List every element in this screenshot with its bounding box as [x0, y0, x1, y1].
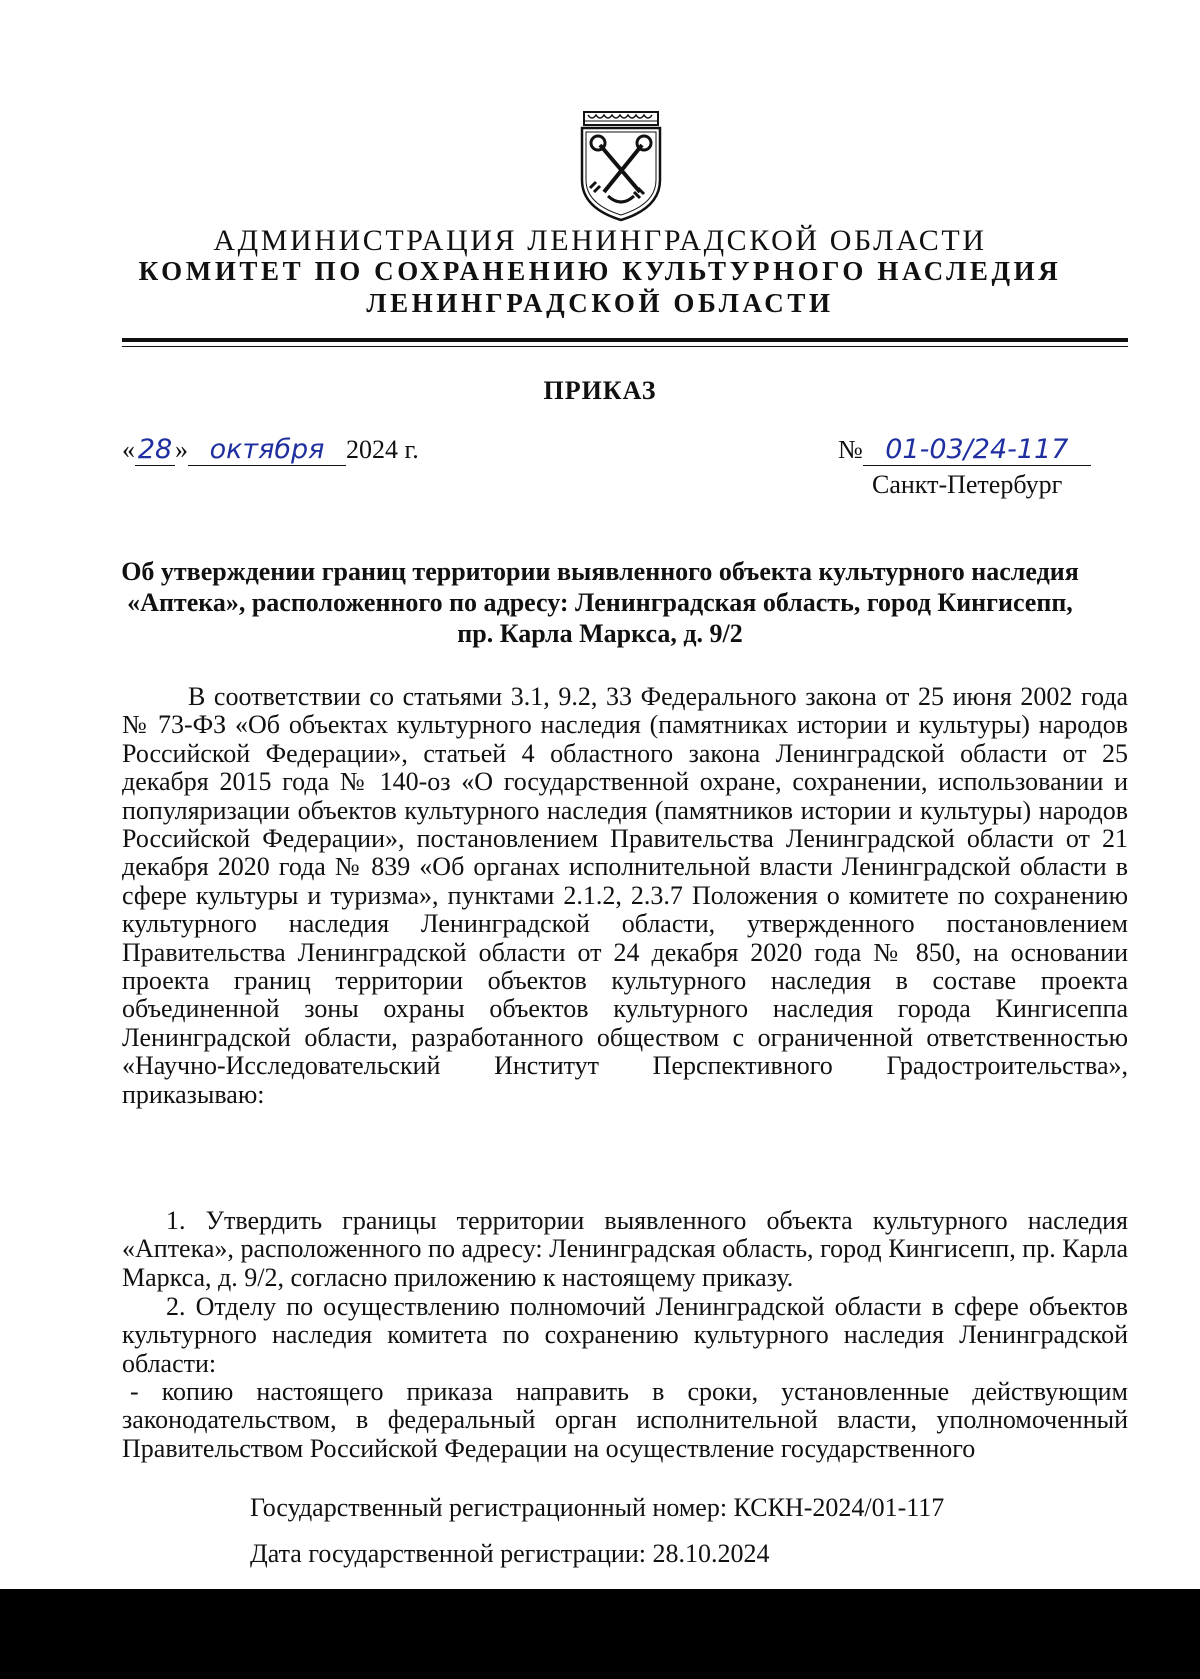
date-day: 28 [135, 434, 175, 466]
committee-heading-line1: КОМИТЕТ ПО СОХРАНЕНИЮ КУЛЬТУРНОГО НАСЛЕДИЯ [138, 256, 1062, 286]
scan-edge-bar [0, 1589, 1200, 1679]
registration-number: Государственный регистрационный номер: КСКН-2024/01-117 [250, 1493, 945, 1522]
committee-heading-line2: ЛЕНИНГРАДСКОЙ ОБЛАСТИ [366, 288, 834, 318]
document-title: Об утверждении границ территории выявленного объекта культурного наследия «Аптека», расположенного по адресу: Ленинградская область, город Кингисепп, пр. Карла Маркса, д. 9/2 [121, 557, 1079, 648]
date-open-quote: « [122, 435, 135, 464]
administration-heading: АДМИНИСТРАЦИЯ ЛЕНИНГРАДСКОЙ ОБЛАСТИ [213, 224, 987, 257]
date-line [122, 434, 419, 466]
date-month: октября [188, 434, 346, 466]
number-sign: № [838, 435, 863, 464]
document-number-line [838, 434, 1091, 466]
date-close-quote: » [175, 435, 188, 464]
header-divider-thick [122, 338, 1128, 342]
document-number: 01-03/24-117 [863, 434, 1091, 466]
document-place: Санкт-Петербург [872, 470, 1063, 499]
header-divider-thin [122, 346, 1128, 347]
order-item-1: 1. Утвердить границы территории выявленного объекта культурного наследия «Аптека», расположенного по адресу: Ленинградская область, город Кингисепп, пр. Карла Маркса, д. 9/2, согласно приложению к настоящему приказу. [122, 1206, 1128, 1292]
coat-of-arms-icon [578, 110, 664, 222]
document-type: ПРИКАЗ [543, 376, 657, 405]
registration-date: Дата государственной регистрации: 28.10.2024 [250, 1539, 770, 1568]
order-item-2-subitem: - копию настоящего приказа направить в сроки, установленные действующим законодательством, в федеральный орган исполнительной власти, уполномоченный Правительством Российской Федерации на осуществление государственного [122, 1377, 1128, 1463]
order-item-2: 2. Отделу по осуществлению полномочий Ленинградской области в сфере объектов культурного наследия комитета по сохранению культурного наследия Ленинградской области: [122, 1292, 1128, 1378]
date-year: 2024 г. [346, 435, 419, 464]
preamble-paragraph: В соответствии со статьями 3.1, 9.2, 33 Федерального закона от 25 июня 2002 года № 73-ФЗ «Об объектах культурного наследия (памятниках истории и культуры) народов Российской Федерации», статьей 4 областного закона Ленинградской области от 25 декабря 2015 года № 140-оз «О государственной охране, сохранении, использовании и популяризации объектов культурного наследия (памятников истории и культуры) народов Российской Федерации», постановлением Правительства Ленинградской области от 21 декабря 2020 года № 839 «Об органах исполнительной власти Ленинградской области в сфере культуры и туризма», пунктами 2.1.2, 2.3.7 Положения о комитете по сохранению культурного наследия Ленинградской области, утвержденного постановлением Правительства Ленинградской области от 24 декабря 2020 года № 850, на основании проекта границ территории объектов культурного наследия в составе проекта объединенной зоны охраны объектов культурного наследия города Кингисеппа Ленинградской области, разработанного обществом с ограниченной ответственностью «Научно-Исследовательский Институт Перспективного Градостроительства», приказываю: [122, 682, 1128, 1109]
